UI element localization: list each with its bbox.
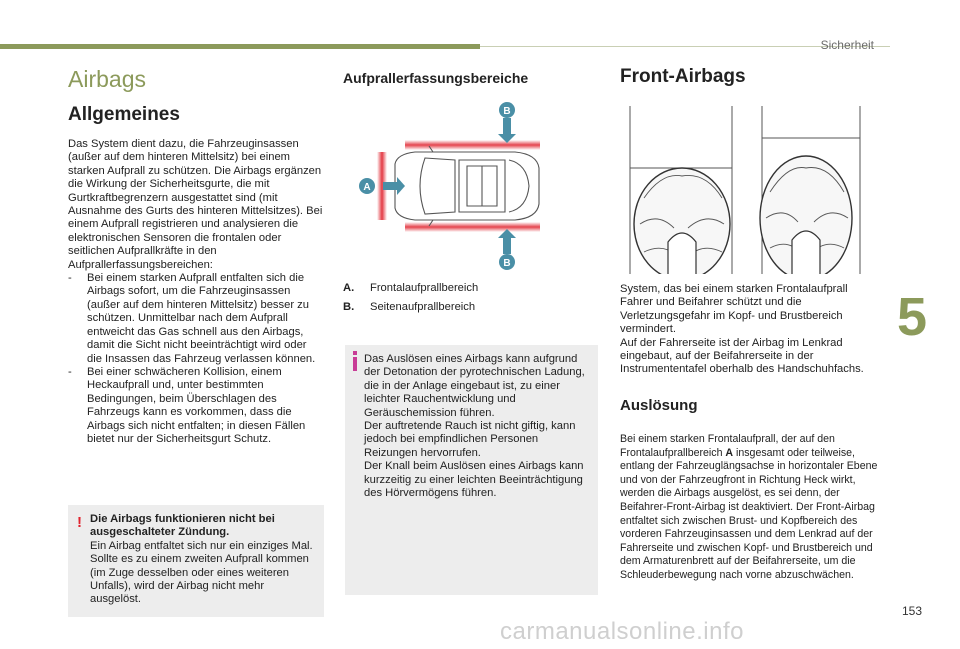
side-impact-zone-top	[405, 140, 540, 150]
chapter-number: 5	[897, 287, 928, 347]
info-paragraph: Der auftretende Rauch ist nicht giftig, kann jedoch bei empfindlichen Personen Reizungen hervorrufen.	[364, 420, 576, 459]
page-number: 153	[901, 604, 922, 618]
general-list	[68, 272, 324, 446]
driver-airbag	[634, 168, 730, 274]
warning-bold-text: Die Airbags funktionieren nicht bei ausgeschalteter Zündung.	[90, 513, 275, 539]
section-heading-ausloesung: Auslösung	[620, 396, 698, 414]
general-intro-paragraph: Das System dient dazu, die Fahrzeuginsassen (außer auf dem hinteren Mittelsitz) bei einem starken Aufprall zu schützen. Die Airbags ergänzen die Wirkung der Sicherheitsgurte, die mit Gurtkraftbegrenzern ausgestattet sind (mit Ausnahme des Gurts des hinteren Mittelsitzes). Bei einem Aufprall registrieren und analysieren die elektronischen Sensoren die frontalen oder seitlichen Aufprallkräfte in den Aufprallerfassungsbereichen:	[68, 138, 323, 271]
arrow-side-bottom	[503, 238, 511, 254]
info-paragraph: Der Knall beim Auslösen eines Airbags kann kurzzeitig zu einer leichten Beeinträchtigung des Hörvermögens führen.	[364, 460, 584, 500]
legend-item: A. Frontalaufprallbereich	[343, 282, 479, 294]
legend-item: B. Seitenaufprallbereich	[343, 301, 476, 314]
column-front-airbags	[620, 60, 880, 88]
marker-a-label: A	[363, 182, 371, 193]
info-box	[345, 345, 598, 595]
passenger-airbag	[760, 156, 852, 274]
impact-arrows	[383, 118, 516, 254]
warning-body-text: Ein Airbag entfaltet sich nur ein einziges Mal. Sollte es zu einem zweiten Aufprall kommen (im Zuge desselben oder eines weiteren Unfalls), wird der Airbag nicht mehr ausgelöst.	[90, 539, 313, 606]
side-impact-zone-bottom	[405, 222, 540, 232]
list-item: - Bei einer schwächeren Kollision, einem Heckaufprall und, unter bestimmten Bedingungen, beim Überschlagen des Fahrzeugs kann es vorkommen, dass die Airbags sich nicht entfalten; in diesen Fällen bietet nur der Sicherheitsgurt Schutz.	[68, 365, 306, 445]
marker-b-bottom-label: B	[503, 258, 511, 269]
warning-text	[90, 513, 316, 607]
info-icon	[351, 351, 359, 371]
car-impact-zones-diagram	[355, 100, 545, 272]
marker-b-top-label: B	[503, 106, 511, 117]
front-airbags-description	[620, 283, 880, 414]
list-item: - Bei einem starken Aufprall entfalten sich die Airbags sofort, um die Fahrzeuginsassen (außer auf dem hinteren Mittelsitz) besser zu schützen. Unmittelbar nach dem Aufprall entweicht das Gas schnell aus den Airbags, damit die Sicht nicht beeinträchtigt wird oder die Insassen das Fahrzeug verlassen können.	[68, 272, 316, 365]
top-accent-bar	[0, 44, 480, 49]
info-paragraph: Das Auslösen eines Airbags kann aufgrund der Detonation der pyrotechnischen Ladung, die in der Anlage eingebaut ist, zu einer leichter Rauchentwicklung und Geräuschemission führen.	[364, 353, 585, 419]
page-title: Airbags	[68, 66, 146, 92]
description-paragraph: System, das bei einem starken Frontalaufprall Fahrer und Beifahrer schützt und die Verletzungsgefahr im Kopf- und Brustbereich vermindert.	[620, 283, 848, 336]
watermark: carmanualsonline.info	[500, 618, 744, 645]
section-heading-general: Allgemeines	[68, 104, 180, 125]
car-outline	[395, 146, 539, 226]
arrow-side-top	[503, 118, 511, 134]
section-heading-detection-zones: Aufprallerfassungsbereiche	[343, 70, 529, 86]
arrow-front-head	[397, 177, 405, 195]
zone-key-a: A	[725, 446, 734, 459]
warning-icon: !	[77, 514, 82, 531]
diagram-legend	[343, 282, 599, 321]
section-label: Sicherheit	[820, 38, 874, 52]
description-paragraph: Auf der Fahrerseite ist der Airbag im Lenkrad eingebaut, auf der Beifahrerseite in der Instrumententafel oberhalb des Handschuhfachs.	[620, 336, 864, 376]
arrow-front	[383, 182, 397, 190]
warning-box	[68, 505, 324, 617]
ausloesung-paragraph: Bei einem starken Frontalaufprall, der auf den Frontalaufprallbereich A insgesamt oder teilweise, entlang der Fahrzeuglängsachse in horizontaler Ebene und von der Fahrzeugfront in Richtung Heck wirkt, werden die Airbags ausgelöst, es sei denn, der Beifahrer-Front-Airbag ist deaktiviert. Der Front-Airbag entfaltet sich zwischen Brust- und Kopfbereich des vorderen Fahrzeuginsassen und dem Lenkrad auf der Fahrerseite und zwischen Kopf- und Brustbereich und dem Armaturenbrett auf der Beifahrerseite, um die Schleuderbewegung nach vorne abzuschwächen.	[620, 433, 878, 581]
column-detection-zones	[343, 60, 599, 86]
front-airbags-illustration	[622, 102, 868, 274]
section-heading-front-airbags: Front-Airbags	[620, 66, 746, 87]
column-general	[68, 60, 324, 446]
